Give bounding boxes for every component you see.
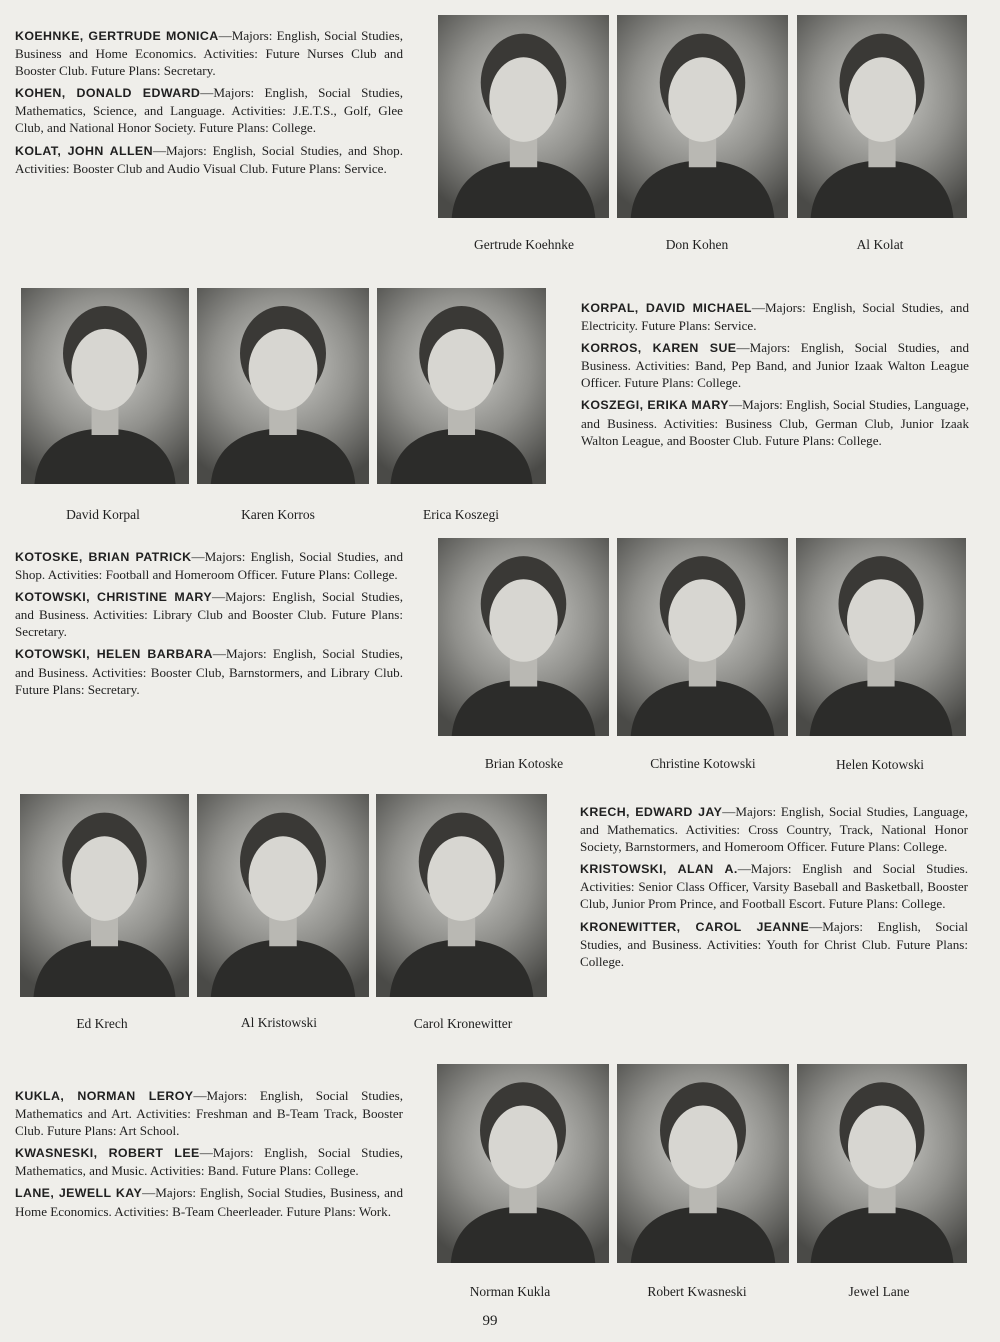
bio-entry: KORPAL, DAVID MICHAEL—Majors: English, Social Studies, and Electricity. Future Plans: Service. bbox=[581, 300, 969, 334]
portrait-photo bbox=[197, 794, 369, 997]
portrait-photo bbox=[438, 538, 609, 736]
portrait-silhouette bbox=[438, 538, 609, 736]
portrait-silhouette bbox=[20, 794, 189, 997]
portrait-silhouette bbox=[617, 538, 788, 736]
bio-entry: KRECH, EDWARD JAY—Majors: English, Social Studies, Language, and Mathematics. Activities: Cross Country, Track, National Honor Society, Barnstormers, and Homeroom Officer. Future Plans: College. bbox=[580, 804, 968, 855]
portrait-photo bbox=[617, 538, 788, 736]
bio-entry: KRISTOWSKI, ALAN A.—Majors: English and Social Studies. Activities: Senior Class Officer, Varsity Baseball and Basketball, Booster Club, Junior Prom Prince, and Football Escort. Future Plans: College. bbox=[580, 861, 968, 912]
bio-entry: KWASNESKI, ROBERT LEE—Majors: English, Social Studies, Mathematics, and Music. Activities: Band. Future Plans: College. bbox=[15, 1145, 403, 1179]
portrait-caption: Al Kristowski bbox=[240, 1015, 318, 1030]
portrait-photo bbox=[617, 1064, 789, 1263]
portrait-caption: Ed Krech bbox=[76, 1016, 128, 1031]
bio-entry: KRONEWITTER, CAROL JEANNE—Majors: English, Social Studies, and Business. Activities: Youth for Christ Club. Future Plans: College. bbox=[580, 918, 969, 969]
page-number: 99 bbox=[482, 1313, 498, 1329]
portrait-caption: Erica Koszegi bbox=[422, 507, 500, 522]
portrait-caption: David Korpal bbox=[66, 507, 140, 522]
portrait-caption: Brian Kotoske bbox=[484, 756, 564, 771]
portrait-photo bbox=[797, 1064, 967, 1263]
bio-entry: KOHEN, DONALD EDWARD—Majors: English, Social Studies, Mathematics, Science, and Language. Activities: J.E.T.S., Golf, Glee Club, and National Honor Society. Future Plans: College. bbox=[15, 85, 403, 136]
portrait-caption: Al Kolat bbox=[856, 237, 904, 252]
bio-block-row5 bbox=[15, 1087, 403, 1225]
bio-entry: KOSZEGI, ERIKA MARY—Majors: English, Social Studies, Language, and Business. Activities: Business Club, German Club, Junior Izaak Walton League, and Booster Club. Future Plans: College. bbox=[581, 397, 969, 448]
portrait-caption: Christine Kotowski bbox=[650, 756, 756, 771]
portrait-caption: Don Kohen bbox=[665, 237, 729, 252]
portrait-silhouette bbox=[438, 15, 609, 218]
portrait-silhouette bbox=[197, 288, 369, 484]
portrait-caption: Helen Kotowski bbox=[835, 757, 925, 772]
portrait-photo bbox=[796, 538, 966, 736]
portrait-silhouette bbox=[796, 538, 966, 736]
bio-entry: KOTOWSKI, HELEN BARBARA—Majors: English, Social Studies, and Business. Activities: Booster Club, Barnstormers, and Library Club. Future Plans: Secretary. bbox=[15, 646, 404, 697]
portrait-silhouette bbox=[797, 1064, 967, 1263]
bio-entry: KOLAT, JOHN ALLEN—Majors: English, Social Studies, and Shop. Activities: Booster Club and Audio Visual Club. Future Plans: Service. bbox=[15, 142, 403, 176]
bio-entry: KORROS, KAREN SUE—Majors: English, Social Studies, and Business. Activities: Band, Pep Band, and Junior Izaak Walton League Officer. Future Plans: College. bbox=[581, 340, 970, 391]
bio-block-row2 bbox=[581, 299, 969, 454]
bio-entry: KUKLA, NORMAN LEROY—Majors: English, Social Studies, Mathematics and Art. Activities: Freshman and B-Team Track, Booster Club. Future Plans: Art School. bbox=[15, 1088, 403, 1139]
portrait-silhouette bbox=[617, 15, 788, 218]
bio-block-row4 bbox=[580, 803, 968, 975]
portrait-silhouette bbox=[377, 288, 546, 484]
portrait-photo bbox=[21, 288, 189, 484]
portrait-caption: Carol Kronewitter bbox=[413, 1016, 513, 1031]
bio-block-row1 bbox=[15, 27, 403, 182]
portrait-silhouette bbox=[376, 794, 547, 997]
portrait-silhouette bbox=[197, 794, 369, 997]
portrait-photo bbox=[197, 288, 369, 484]
portrait-silhouette bbox=[617, 1064, 789, 1263]
bio-entry: KOTOWSKI, CHRISTINE MARY—Majors: English, Social Studies, and Business. Activities: Library Club and Booster Club. Future Plans: Secretary. bbox=[15, 589, 403, 640]
portrait-photo bbox=[377, 288, 546, 484]
portrait-photo bbox=[20, 794, 189, 997]
portrait-caption: Robert Kwasneski bbox=[647, 1284, 747, 1299]
portrait-silhouette bbox=[797, 15, 967, 218]
portrait-caption: Karen Korros bbox=[241, 507, 315, 522]
portrait-caption: Jewel Lane bbox=[848, 1284, 910, 1299]
portrait-caption: Gertrude Koehnke bbox=[473, 237, 575, 252]
bio-entry: KOEHNKE, GERTRUDE MONICA—Majors: English, Social Studies, Business and Home Economics. Activities: Future Nurses Club and Booster Club. Future Plans: Secretary. bbox=[15, 28, 403, 79]
portrait-photo bbox=[797, 15, 967, 218]
bio-entry: KOTOSKE, BRIAN PATRICK—Majors: English, Social Studies, and Shop. Activities: Football and Homeroom Officer. Future Plans: College. bbox=[15, 549, 403, 583]
portrait-silhouette bbox=[437, 1064, 609, 1263]
bio-block-row3 bbox=[15, 548, 403, 703]
portrait-silhouette bbox=[21, 288, 189, 484]
portrait-photo bbox=[376, 794, 547, 997]
portrait-photo bbox=[438, 15, 609, 218]
portrait-caption: Norman Kukla bbox=[469, 1284, 551, 1299]
portrait-photo bbox=[437, 1064, 609, 1263]
portrait-photo bbox=[617, 15, 788, 218]
bio-entry: LANE, JEWELL KAY—Majors: English, Social Studies, Business, and Home Economics. Activities: B-Team Cheerleader. Future Plans: Work. bbox=[15, 1185, 403, 1219]
